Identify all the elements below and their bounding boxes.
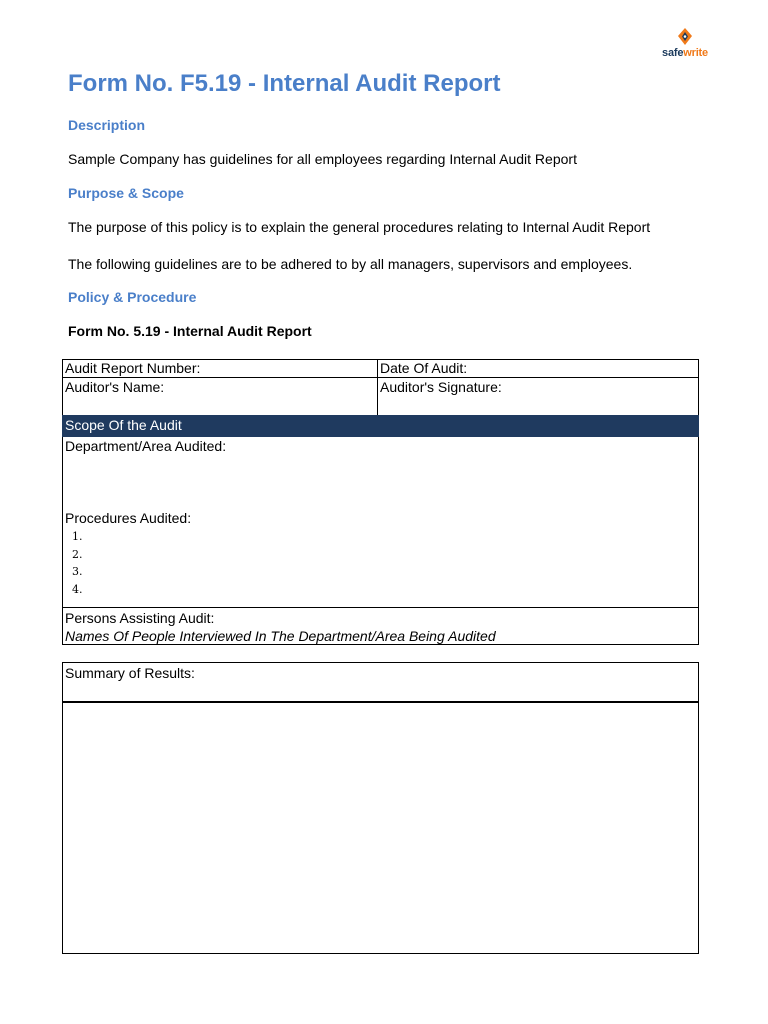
guidelines-text: The following guidelines are to be adhered to by all managers, supervisors and employees. xyxy=(68,256,633,272)
auditors-signature-label[interactable]: Auditor's Signature: xyxy=(380,379,502,395)
department-area-label[interactable]: Department/Area Audited: xyxy=(65,438,227,454)
audit-report-number-label[interactable]: Audit Report Number: xyxy=(65,360,201,376)
list-item[interactable]: 4. xyxy=(72,582,83,596)
summary-results-area[interactable] xyxy=(63,703,698,953)
purpose-text: The purpose of this policy is to explain the general procedures relating to Internal Audit Report xyxy=(68,219,651,235)
logo-wordmark: safewrite xyxy=(662,47,708,59)
list-item[interactable]: 2. xyxy=(72,547,83,561)
safewrite-logo xyxy=(650,28,720,64)
audit-form-table xyxy=(62,359,699,645)
page-title: Form No. F5.19 - Internal Audit Report xyxy=(68,70,501,97)
scope-of-audit-header: Scope Of the Audit xyxy=(62,415,699,437)
form-subtitle: Form No. 5.19 - Internal Audit Report xyxy=(68,323,312,339)
description-text: Sample Company has guidelines for all employees regarding Internal Audit Report xyxy=(68,151,577,167)
description-heading: Description xyxy=(68,117,146,133)
row-divider xyxy=(62,377,699,378)
pen-nib-icon xyxy=(677,28,693,46)
auditors-name-label[interactable]: Auditor's Name: xyxy=(65,379,165,395)
date-of-audit-label[interactable]: Date Of Audit: xyxy=(380,360,468,376)
list-item[interactable]: 3. xyxy=(72,565,83,578)
procedures-list xyxy=(72,528,83,598)
summary-of-results-label[interactable]: Summary of Results: xyxy=(65,665,195,681)
policy-procedure-heading: Policy & Procedure xyxy=(68,289,197,305)
row-divider xyxy=(62,607,699,608)
purpose-scope-heading: Purpose & Scope xyxy=(68,185,184,201)
procedures-audited-label[interactable]: Procedures Audited: xyxy=(65,510,192,526)
persons-note: Names Of People Interviewed In The Department/Area Being Audited xyxy=(65,628,496,644)
persons-assisting-label[interactable]: Persons Assisting Audit: xyxy=(65,610,215,626)
list-item[interactable]: 1. xyxy=(72,530,83,543)
column-divider xyxy=(377,359,378,415)
